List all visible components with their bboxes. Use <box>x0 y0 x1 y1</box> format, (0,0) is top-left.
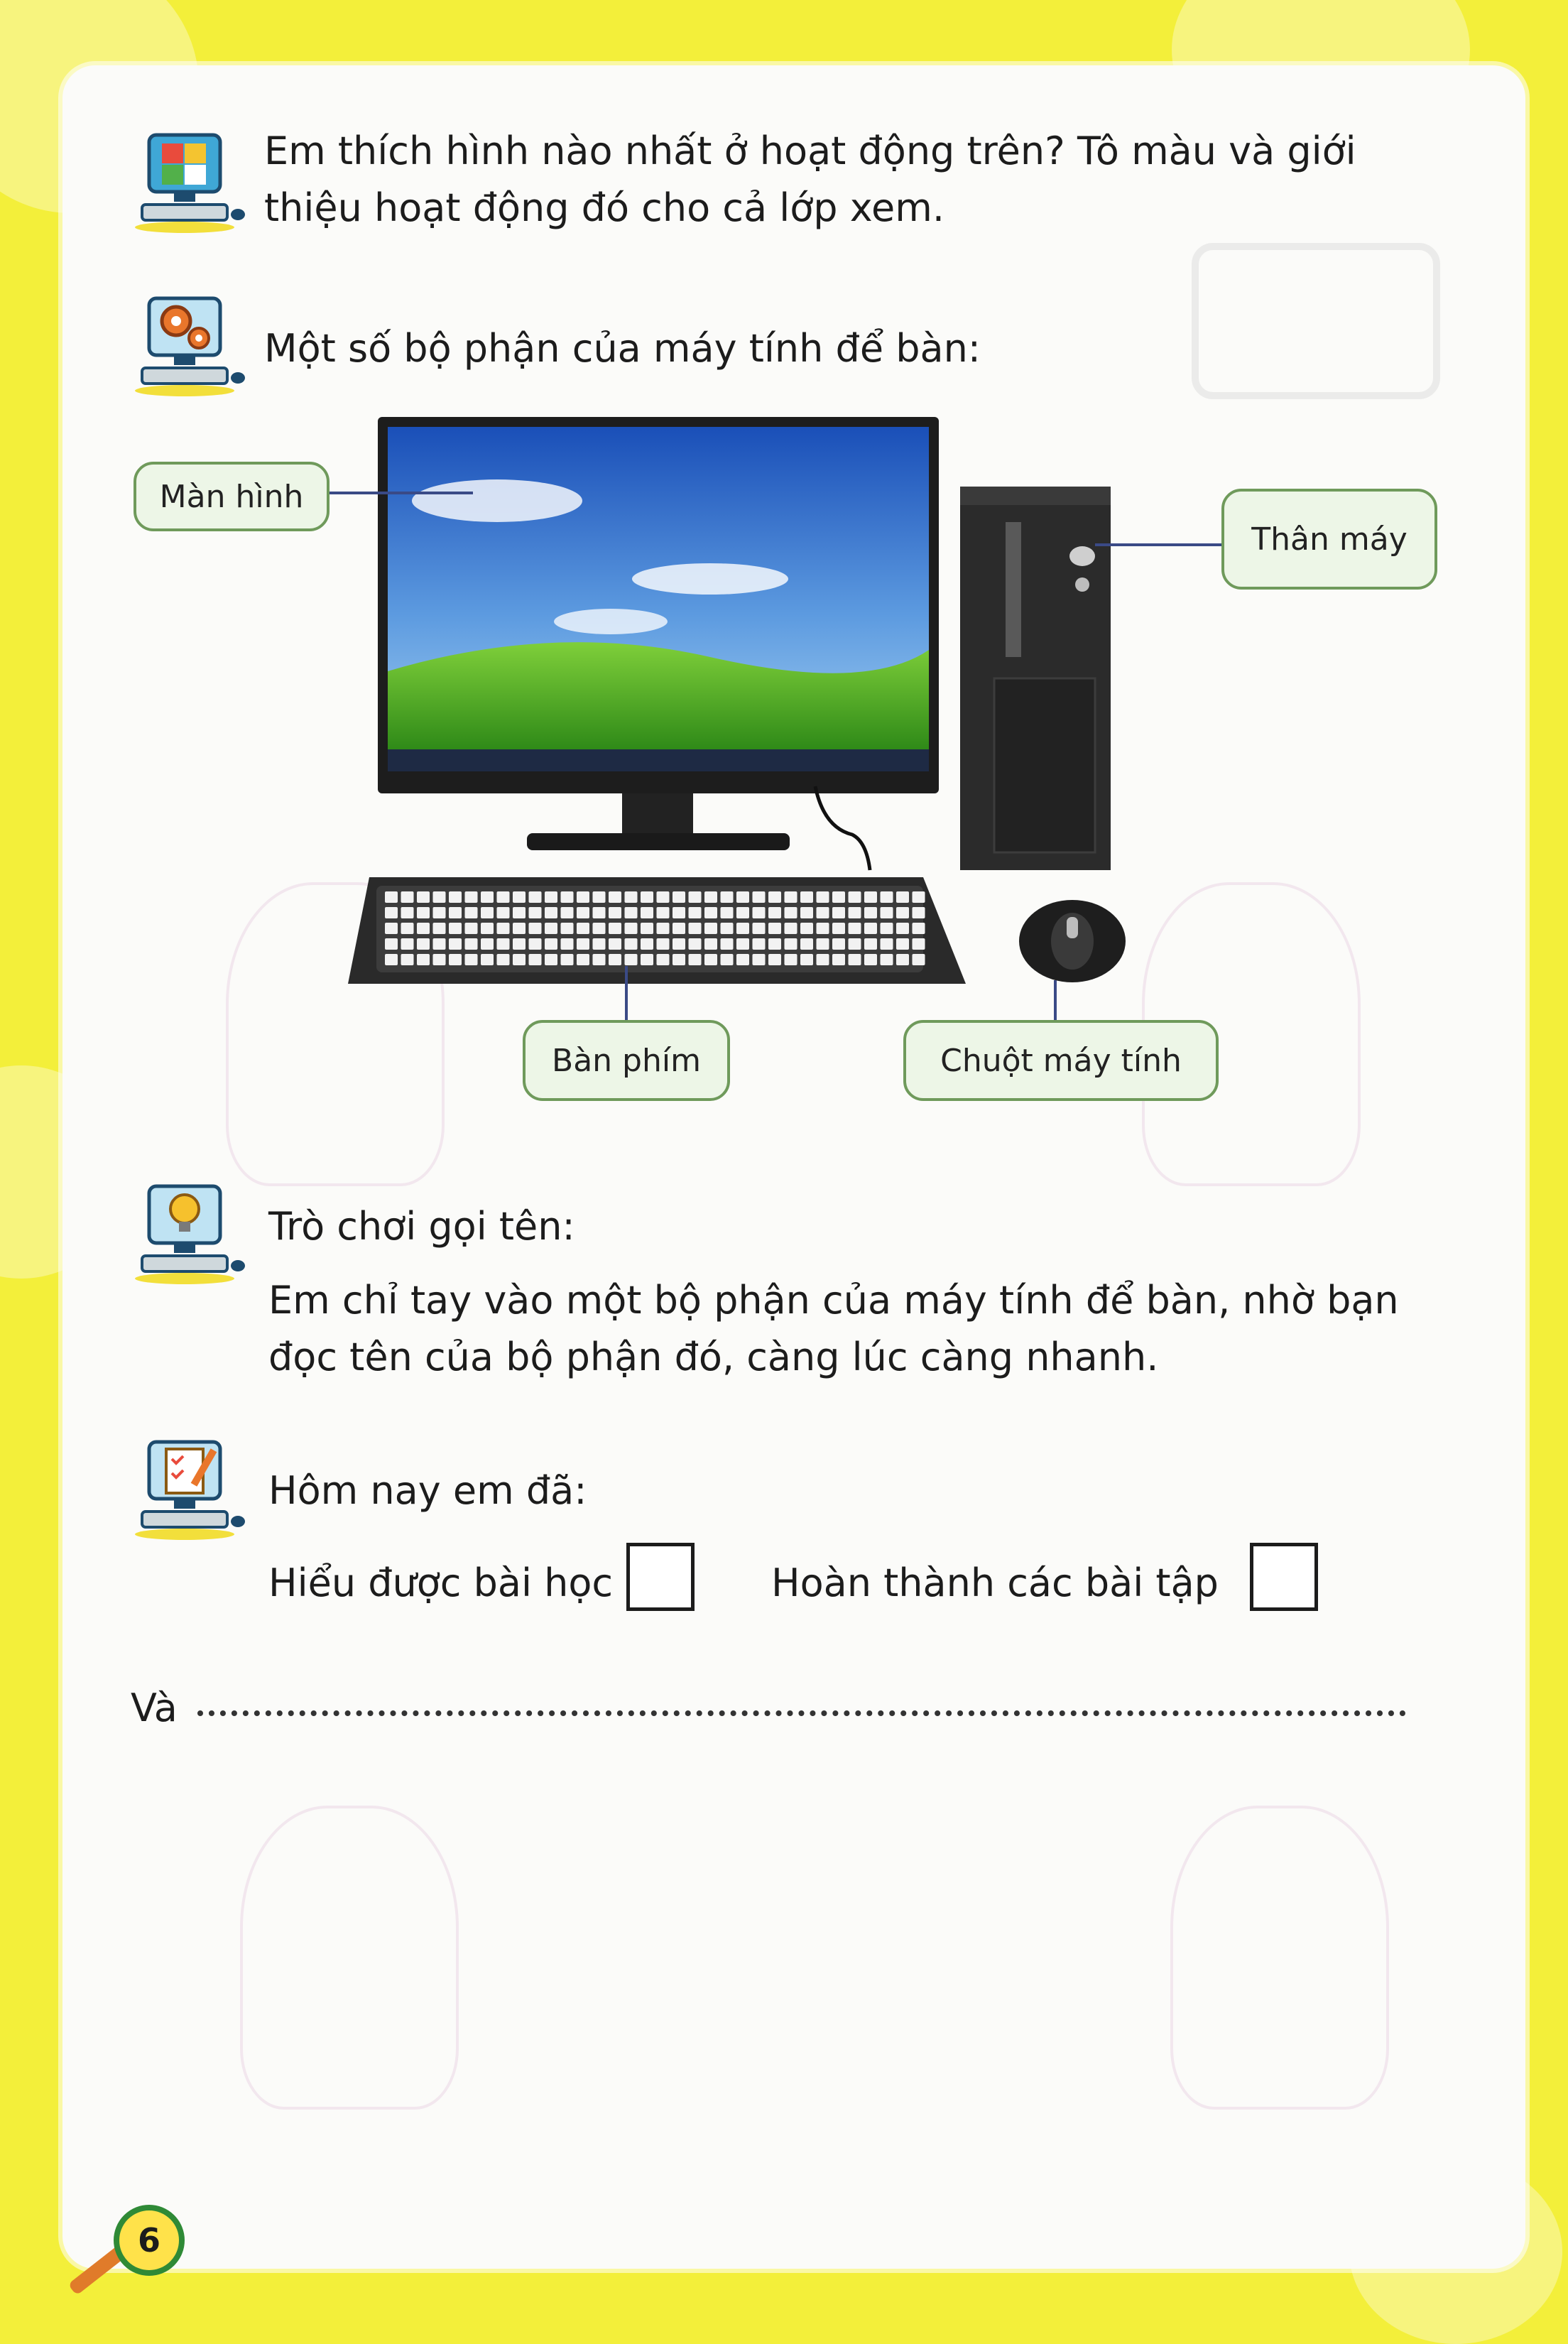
keyboard-key <box>417 954 430 965</box>
keyboard-key <box>577 954 589 965</box>
understood-lesson-checkbox[interactable] <box>626 1543 695 1611</box>
keyboard-key <box>561 907 574 918</box>
keyboard-key <box>513 923 526 934</box>
keyboard-key <box>545 907 557 918</box>
keyboard-key <box>609 954 621 965</box>
activity-3-line-2: Em chỉ tay vào một bộ phận của máy tính để bàn, nhờ bạn <box>268 1278 1399 1323</box>
lightbulb-computer-icon <box>135 1179 249 1286</box>
keyboard-key <box>577 938 589 950</box>
keyboard-key <box>577 891 589 903</box>
keyboard-key <box>577 923 589 934</box>
keyboard-key <box>817 891 829 903</box>
keyboard-key <box>385 923 398 934</box>
keyboard-key <box>689 954 702 965</box>
keyboard-key <box>736 938 749 950</box>
keyboard-key <box>433 954 446 965</box>
keyboard-key <box>465 907 478 918</box>
keyboard-key <box>849 907 861 918</box>
keyboard-key <box>721 891 734 903</box>
keyboard-key <box>753 907 766 918</box>
keyboard-key <box>497 907 510 918</box>
tower-leader-line <box>1095 543 1221 546</box>
keyboard-key <box>433 938 446 950</box>
keyboard-key <box>913 938 925 950</box>
keyboard-key <box>673 938 685 950</box>
keyboard-key <box>753 954 766 965</box>
completed-exercises-checkbox[interactable] <box>1250 1543 1318 1611</box>
keyboard-key <box>465 891 478 903</box>
keyboard-key <box>689 891 702 903</box>
keyboard-key <box>593 923 606 934</box>
monitor-label: Màn hình <box>134 462 330 531</box>
keyboard-key <box>401 907 414 918</box>
mouse-label: Chuột máy tính <box>903 1020 1219 1101</box>
keyboard-key <box>497 923 510 934</box>
keyboard-key <box>657 938 670 950</box>
checklist-computer-icon <box>135 1435 249 1541</box>
keyboard-key <box>817 907 829 918</box>
keyboard-key <box>529 938 542 950</box>
keyboard-key <box>913 891 925 903</box>
keyboard-key <box>832 954 845 965</box>
activity-1-line-2: thiệu hoạt động đó cho cả lớp xem. <box>264 185 944 230</box>
keyboard-key <box>785 923 797 934</box>
computer-tower <box>960 487 1111 870</box>
keyboard-key <box>417 907 430 918</box>
keyboard-key <box>609 923 621 934</box>
keyboard-key <box>465 923 478 934</box>
keyboard-key <box>736 891 749 903</box>
and-label: Và <box>131 1686 178 1730</box>
keyboard-key <box>753 938 766 950</box>
worksheet-page <box>62 65 1525 2269</box>
keyboard-key <box>673 891 685 903</box>
keyboard-key <box>832 923 845 934</box>
keyboard-key <box>561 938 574 950</box>
keyboard-key <box>609 891 621 903</box>
keyboard-key <box>800 923 813 934</box>
keyboard-key <box>513 907 526 918</box>
mouse-leader-line <box>1054 980 1057 1020</box>
keyboard-key <box>401 923 414 934</box>
keyboard-key <box>497 954 510 965</box>
keyboard-label: Bàn phím <box>523 1020 730 1101</box>
keyboard-key <box>481 923 494 934</box>
understood-lesson-label: Hiểu được bài học <box>268 1561 614 1605</box>
keyboard-key <box>657 923 670 934</box>
keyboard-key <box>401 938 414 950</box>
completed-exercises-label: Hoàn thành các bài tập <box>771 1561 1219 1605</box>
keyboard-key <box>864 938 877 950</box>
keyboard-key <box>817 938 829 950</box>
keyboard-key <box>657 907 670 918</box>
keyboard-key <box>417 938 430 950</box>
keyboard-key <box>768 954 781 965</box>
keyboard-key <box>753 891 766 903</box>
keyboard-key <box>481 907 494 918</box>
keyboard-key <box>465 954 478 965</box>
keyboard-key <box>896 938 909 950</box>
tower-label: Thân máy <box>1221 489 1437 590</box>
keyboard-key <box>817 954 829 965</box>
gears-computer-icon <box>135 291 249 398</box>
keyboard-key <box>625 923 638 934</box>
keyboard-key <box>817 923 829 934</box>
keyboard-key <box>561 954 574 965</box>
keyboard-key <box>768 938 781 950</box>
keyboard-key <box>641 891 653 903</box>
keyboard-key <box>849 954 861 965</box>
keyboard-key <box>736 954 749 965</box>
keyboard-key <box>881 938 893 950</box>
keyboard-key <box>593 891 606 903</box>
activity-4-title: Hôm nay em đã: <box>268 1468 587 1513</box>
keyboard-key <box>881 891 893 903</box>
keyboard-key <box>768 891 781 903</box>
keyboard-key <box>673 954 685 965</box>
keyboard-key <box>513 891 526 903</box>
keyboard-key <box>593 954 606 965</box>
keyboard-key <box>449 954 462 965</box>
keyboard-key <box>785 907 797 918</box>
keyboard-key <box>577 907 589 918</box>
keyboard-key <box>913 907 925 918</box>
keyboard-key <box>832 891 845 903</box>
keyboard-key <box>433 923 446 934</box>
keyboard-key <box>593 907 606 918</box>
keyboard-key <box>609 907 621 918</box>
keyboard-key <box>641 938 653 950</box>
keyboard-key <box>864 907 877 918</box>
keyboard-key <box>657 891 670 903</box>
keyboard-key <box>641 923 653 934</box>
keyboard-key <box>736 907 749 918</box>
keyboard-key <box>689 938 702 950</box>
keyboard-key <box>704 891 717 903</box>
keyboard-key <box>529 907 542 918</box>
keyboard-key <box>513 938 526 950</box>
keyboard-key <box>896 891 909 903</box>
activity-2-line-1: Một số bộ phận của máy tính để bàn: <box>264 326 981 371</box>
keyboard-key <box>625 907 638 918</box>
keyboard-key <box>721 907 734 918</box>
keyboard-key <box>721 954 734 965</box>
show-through-art <box>1170 1806 1389 2110</box>
keyboard-key <box>433 891 446 903</box>
keyboard-key <box>545 923 557 934</box>
keyboard-key <box>625 938 638 950</box>
keyboard-key <box>832 938 845 950</box>
keyboard-key <box>545 954 557 965</box>
activity-3-title: Trò chơi gọi tên: <box>268 1204 575 1249</box>
keyboard-key <box>704 923 717 934</box>
keyboard-key <box>561 923 574 934</box>
keyboard-key <box>513 954 526 965</box>
page-number: 6 <box>114 2205 185 2276</box>
keyboard-key <box>896 954 909 965</box>
keyboard-key <box>768 923 781 934</box>
keyboard-key <box>785 938 797 950</box>
puzzle-computer-icon <box>135 128 249 234</box>
keyboard-key <box>881 923 893 934</box>
keyboard-key <box>401 954 414 965</box>
keyboard-key <box>673 907 685 918</box>
keyboard-key <box>721 938 734 950</box>
keyboard-key <box>721 923 734 934</box>
activity-1-line-1: Em thích hình nào nhất ở hoạt động trên? Tô màu và giới <box>264 129 1356 173</box>
keyboard-key <box>753 923 766 934</box>
keyboard-key <box>704 907 717 918</box>
keyboard-key <box>896 923 909 934</box>
keyboard-key <box>561 891 574 903</box>
keyboard-key <box>449 923 462 934</box>
show-through-art <box>1192 243 1440 399</box>
keyboard-key <box>832 907 845 918</box>
keyboard-key <box>849 891 861 903</box>
keyboard-key <box>913 954 925 965</box>
answer-dotted-line[interactable] <box>197 1710 1406 1716</box>
keyboard-key <box>800 954 813 965</box>
keyboard-key <box>913 923 925 934</box>
keyboard-key <box>657 954 670 965</box>
keyboard-key <box>529 954 542 965</box>
keyboard-key <box>417 923 430 934</box>
keyboard-key <box>736 923 749 934</box>
keyboard-key <box>881 907 893 918</box>
keyboard-key <box>689 907 702 918</box>
keyboard-key <box>625 891 638 903</box>
keyboard-key <box>849 923 861 934</box>
keyboard-key <box>417 891 430 903</box>
desktop-computer-illustration <box>341 416 1136 998</box>
keyboard-key <box>785 954 797 965</box>
keyboard-key <box>529 891 542 903</box>
keyboard-key <box>449 938 462 950</box>
keyboard-key <box>497 938 510 950</box>
keyboard-key <box>481 891 494 903</box>
monitor <box>378 417 939 850</box>
keyboard-key <box>704 954 717 965</box>
keyboard-leader-line <box>625 966 628 1020</box>
keyboard-key <box>385 938 398 950</box>
activity-3-line-3: đọc tên của bộ phận đó, càng lúc càng nhanh. <box>268 1335 1159 1379</box>
keyboard-key <box>641 907 653 918</box>
keyboard-key <box>449 907 462 918</box>
keyboard-key <box>609 938 621 950</box>
keyboard-key <box>785 891 797 903</box>
keyboard-key <box>385 907 398 918</box>
keyboard-key <box>864 923 877 934</box>
keyboard-key <box>385 954 398 965</box>
keyboard-key <box>800 938 813 950</box>
keyboard-key <box>593 938 606 950</box>
monitor-leader-line <box>324 492 473 494</box>
keyboard-key <box>625 954 638 965</box>
keyboard-key <box>864 954 877 965</box>
keyboard-key <box>433 907 446 918</box>
keyboard-key <box>497 891 510 903</box>
keyboard-key <box>800 891 813 903</box>
keyboard-key <box>768 907 781 918</box>
keyboard-key <box>449 891 462 903</box>
keyboard-key <box>896 907 909 918</box>
keyboard-key <box>545 891 557 903</box>
keyboard-key <box>529 923 542 934</box>
keyboard-key <box>385 891 398 903</box>
keyboard-key <box>864 891 877 903</box>
keyboard-key <box>481 954 494 965</box>
keyboard-key <box>881 954 893 965</box>
keyboard-key <box>465 938 478 950</box>
mouse <box>1019 900 1126 982</box>
keyboard-key <box>689 923 702 934</box>
keyboard-key <box>401 891 414 903</box>
keyboard-key <box>800 907 813 918</box>
keyboard-key <box>481 938 494 950</box>
keyboard-key <box>641 954 653 965</box>
keyboard-key <box>673 923 685 934</box>
keyboard-key <box>849 938 861 950</box>
show-through-art <box>240 1806 459 2110</box>
keyboard-key <box>704 938 717 950</box>
keyboard-key <box>545 938 557 950</box>
